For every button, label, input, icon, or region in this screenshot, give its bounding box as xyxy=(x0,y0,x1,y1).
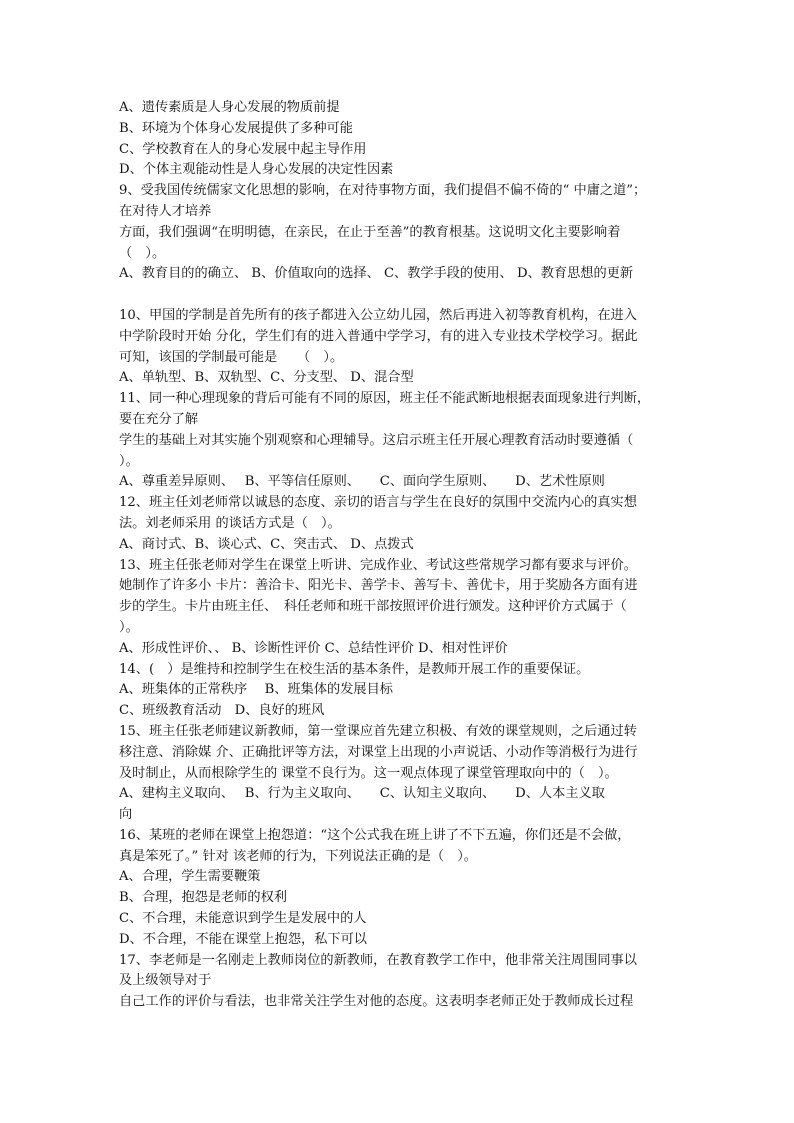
text-line: 15、班主任张老师建议新教师，第一堂课应首先建立积极、有效的课堂规则，之后通过转 xyxy=(119,723,637,739)
document-body xyxy=(119,98,689,1013)
text-line: D、个体主观能动性是人身心发展的决定性因素 xyxy=(119,162,394,178)
text-line: C、不合理，未能意识到学生是发展中的人 xyxy=(119,911,367,927)
text-line: 法。刘老师采用 的谈话方式是（ ）。 xyxy=(119,515,341,531)
text-line: 步的学生。卡片由班主任、 科任老师和班干部按照评价进行颁发。这种评价方式属于（ xyxy=(119,599,627,615)
text-line: 方面，我们强调“在明明德，在亲民，在止于至善”的教育根基。这说明文化主要影响着 xyxy=(119,224,621,240)
text-line: 12、班主任刘老师常以诚恳的态度、亲切的语言与学生在良好的氛围中交流内心的真实想 xyxy=(119,495,637,511)
text-line: 她制作了许多小 卡片：善洽卡、阳光卡、善学卡、善写卡、善优卡，用于奖励各方面有进 xyxy=(119,578,638,594)
text-line: 移注意、消除媒 介、正确批评等方法，对课堂上出现的小声说话、小动作等消极行为进行 xyxy=(119,744,638,760)
text-line: A、建构主义取向、 B、行为主义取向、 C、认知主义取向、 D、人本主义取 xyxy=(119,786,605,802)
text-line: 真是笨死了。” 针对 该老师的行为，下列说法正确的是（ ）。 xyxy=(119,848,477,864)
text-line: D、不合理，不能在课堂上抱怨，私下可以 xyxy=(119,931,367,947)
text-line: 11、同一种心理现象的背后可能有不同的原因，班主任不能武断地根据表面现象进行判断， xyxy=(119,391,651,407)
text-line: （ ）。 xyxy=(119,245,166,261)
text-line: 要在充分了解 xyxy=(119,411,199,427)
text-line: A、单轨型、B、双轨型、C、分支型、 D、混合型 xyxy=(119,370,414,386)
text-line: 可知，该国的学制最可能是 （ ）。 xyxy=(119,349,344,365)
text-line: 10、甲国的学制是首先所有的孩子都进入公立幼儿园，然后再进入初等教育机构，在进入 xyxy=(119,307,637,323)
text-line: A、尊重差异原则、 B、平等信任原则、 C、面向学生原则、 D、艺术性原则 xyxy=(119,474,605,490)
text-line: ）。 xyxy=(119,619,139,635)
text-line: C、学校教育在人的身心发展中起主导作用 xyxy=(119,141,367,157)
text-line: 9、受我国传统儒家文化思想的影响，在对待事物方面，我们提倡不偏不倚的“ 中庸之道”； xyxy=(119,183,647,199)
text-line: 14、( ）是维持和控制学生在校生活的基本条件，是教师开展工作的重要保证。 xyxy=(119,661,590,677)
text-line: B、环境为个体身心发展提供了多种可能 xyxy=(119,120,353,136)
text-line: A、教育目的的确立、 B、价值取向的选择、 C、教学手段的使用、 D、教育思想的更新 xyxy=(119,266,634,282)
text-line: C、班级教育活动 D、良好的班风 xyxy=(119,703,325,719)
text-line: 13、班主任张老师对学生在课堂上听讲、完成作业、考试这些常规学习都有要求与评价。 xyxy=(119,557,637,573)
text-line: ）。 xyxy=(119,453,139,469)
text-line: A、遗传素质是人身心发展的物质前提 xyxy=(119,100,340,115)
text-line: 16、某班的老师在课堂上抱怨道：“这个公式我在班上讲了不下五遍，你们还是不会做， xyxy=(119,827,631,843)
text-line: 在对待人才培养 xyxy=(119,203,212,219)
text-line: 17、李老师是一名刚走上教师岗位的新教师，在教育教学工作中，他非常关注周围同事以 xyxy=(119,952,637,968)
text-line: A、合理，学生需要鞭策 xyxy=(119,869,261,885)
text-line: A、商讨式、B、谈心式、C、突击式、 D、点拨式 xyxy=(119,536,414,552)
text-line: 及上级领导对于 xyxy=(119,973,212,989)
text-line: 向 xyxy=(119,807,133,823)
text-line: 及时制止，从而根除学生的 课堂不良行为。这一观点体现了课堂管理取向中的（ ）。 xyxy=(119,765,618,781)
text-line: B、合理，抱怨是老师的权利 xyxy=(119,890,287,906)
text-line: 学生的基础上对其实施个别观察和心理辅导。这启示班主任开展心理教育活动时要遵循（ xyxy=(119,432,634,448)
text-line: 自己工作的评价与看法，也非常关注学生对他的态度。这表明李老师正处于教师成长过程 xyxy=(119,994,634,1010)
text-line: A、班集体的正常秩序 B、班集体的发展目标 xyxy=(119,682,393,698)
text-line: A、形成性评价、、 B、诊断性评价 C、总结性评价 D、相对性评价 xyxy=(119,640,508,656)
blank-line xyxy=(119,285,689,306)
text-line: 中学阶段时开始 分化，学生们有的进入普通中学学习，有的进入专业技术学校学习。据此 xyxy=(119,328,638,344)
